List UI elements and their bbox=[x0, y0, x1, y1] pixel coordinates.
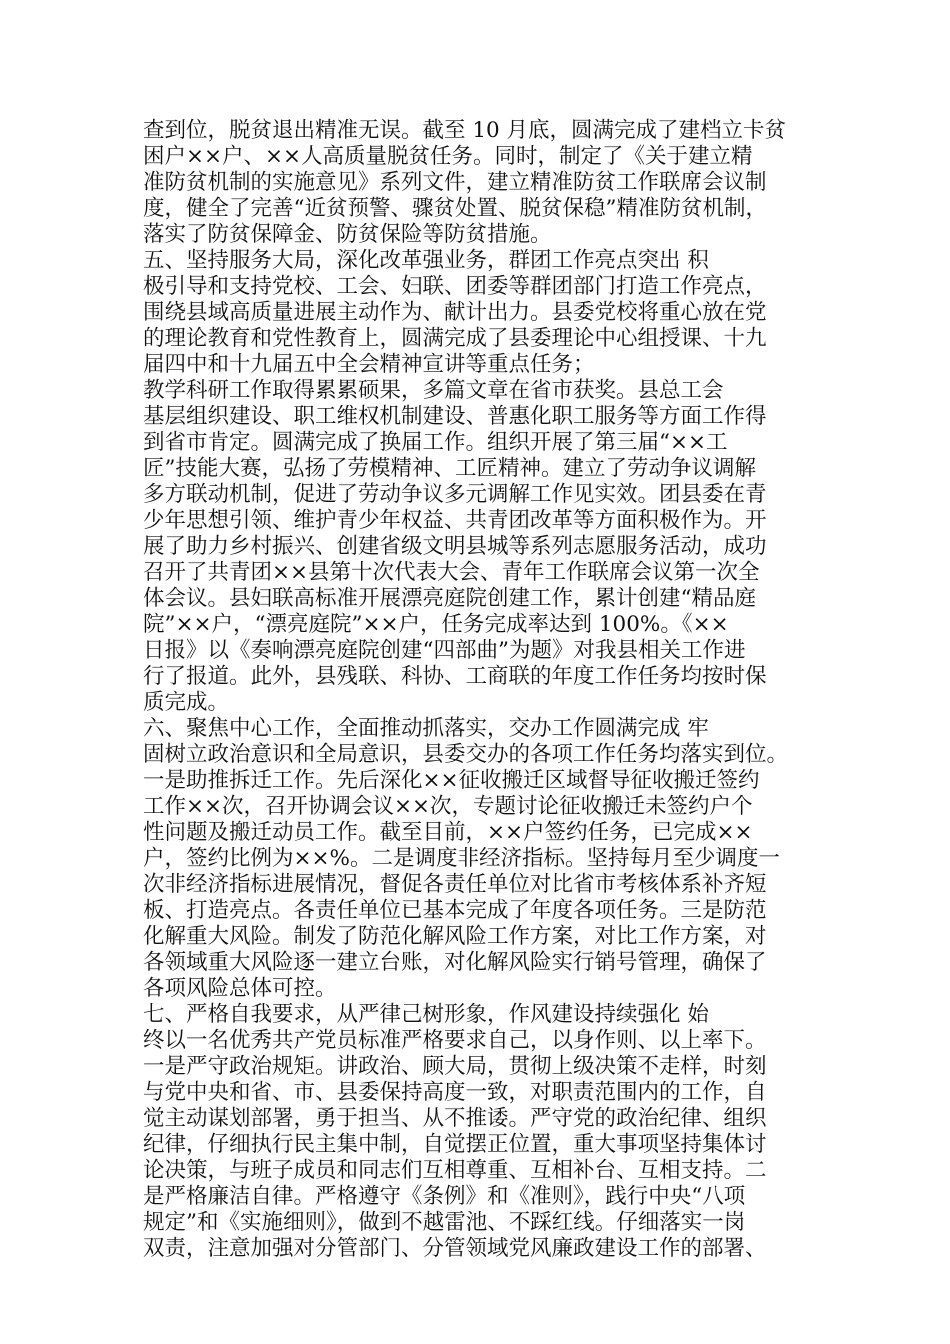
text-line: 固树立政治意识和全局意识，县委交办的各项工作任务均落实到位。 bbox=[143, 742, 789, 767]
text-line: 化解重大风险。制发了防范化解风险工作方案，对比工作方案，对 bbox=[143, 924, 767, 949]
text-line: 少年思想引领、维护青少年权益、共青团改革等方面积极作为。开 bbox=[143, 508, 767, 533]
text-line: 工作××次，召开协调会议××次，专题讨论征收搬迁未签约户个 bbox=[143, 794, 753, 819]
text-line: 届四中和十九届五中全会精神宣讲等重点任务； bbox=[143, 352, 595, 377]
text-line: 规定”和《实施细则》，做到不越雷池、不踩红线。仔细落实一岗 bbox=[143, 1210, 746, 1235]
text-line: 与党中央和省、市、县委保持高度一致，对职责范围内的工作，自 bbox=[143, 1080, 767, 1105]
body-text bbox=[143, 118, 833, 1262]
text-line: 查到位，脱贫退出精准无误。截至 10 月底，圆满完成了建档立卡贫 bbox=[143, 118, 787, 143]
text-line: 觉主动谋划部署，勇于担当、从不推诿。严守党的政治纪律、组织 bbox=[143, 1106, 767, 1131]
text-line: 日报》以《奏响漂亮庭院创建“四部曲”为题》对我县相关工作进 bbox=[143, 638, 746, 663]
text-line: 板、打造亮点。各责任单位已基本完成了年度各项任务。三是防范 bbox=[143, 898, 767, 923]
text-line: 是严格廉洁自律。严格遵守《条例》和《准则》，践行中央“八项 bbox=[143, 1184, 746, 1209]
text-line: 基层组织建设、职工维权机制建设、普惠化职工服务等方面工作得 bbox=[143, 404, 767, 429]
text-line: 质完成。 bbox=[143, 690, 230, 715]
section-heading-line: 六、聚焦中心工作，全面推动抓落实，交办工作圆满完成 牢 bbox=[143, 716, 709, 741]
text-line: 极引导和支持党校、工会、妇联、团委等群团部门打造工作亮点， bbox=[143, 274, 767, 299]
text-line: 各领域重大风险逐一建立台账，对化解风险实行销号管理，确保了 bbox=[143, 950, 767, 975]
text-line: 纪律，仔细执行民主集中制，自觉摆正位置，重大事项坚持集体讨 bbox=[143, 1132, 767, 1157]
text-line: 展了助力乡村振兴、创建省级文明县城等系列志愿服务活动，成功 bbox=[143, 534, 767, 559]
text-line: 户，签约比例为××%。二是调度非经济指标。坚持每月至少调度一 bbox=[143, 846, 780, 871]
text-line: 院”××户，“漂亮庭院”××户，任务完成率达到 100%。《×× bbox=[143, 612, 729, 637]
text-line: 一是助推拆迁工作。先后深化××征收搬迁区域督导征收搬迁签约 bbox=[143, 768, 760, 793]
text-line: 体会议。县妇联高标准开展漂亮庭院创建工作，累计创建“精品庭 bbox=[143, 586, 756, 611]
text-line: 落实了防贫保障金、防贫保险等防贫措施。 bbox=[143, 222, 552, 247]
text-line: 召开了共青团××县第十次代表大会、青年工作联席会议第一次全 bbox=[143, 560, 760, 585]
text-line: 的理论教育和党性教育上，圆满完成了县委理论中心组授课、十九 bbox=[143, 326, 767, 351]
text-line: 终以一名优秀共产党员标准严格要求自己，以身作则、以上率下。 bbox=[143, 1028, 767, 1053]
text-line: 到省市肯定。圆满完成了换届工作。组织开展了第三届“××工 bbox=[143, 430, 728, 455]
text-line: 度，健全了完善“近贫预警、骤贫处置、脱贫保稳”精准防贫机制， bbox=[143, 196, 767, 221]
text-line: 性问题及搬迁动员工作。截至目前，××户签约任务，已完成×× bbox=[143, 820, 753, 845]
text-line: 行了报道。此外，县残联、科协、工商联的年度工作任务均按时保 bbox=[143, 664, 767, 689]
section-heading-line: 七、严格自我要求，从严律己树形象，作风建设持续强化 始 bbox=[143, 1002, 709, 1027]
text-line: 各项风险总体可控。 bbox=[143, 976, 337, 1001]
text-line: 论决策，与班子成员和同志们互相尊重、互相补台、互相支持。二 bbox=[143, 1158, 767, 1183]
text-line: 准防贫机制的实施意见》系列文件，建立精准防贫工作联席会议制 bbox=[143, 170, 767, 195]
text-line: 围绕县域高质量进展主动作为、献计出力。县委党校将重心放在党 bbox=[143, 300, 767, 325]
text-line: 一是严守政治规矩。讲政治、顾大局，贯彻上级决策不走样，时刻 bbox=[143, 1054, 767, 1079]
text-line: 多方联动机制，促进了劳动争议多元调解工作见实效。团县委在青 bbox=[143, 482, 767, 507]
section-heading-line: 五、坚持服务大局，深化改革强业务，群团工作亮点突出 积 bbox=[143, 248, 709, 273]
text-line: 次非经济指标进展情况，督促各责任单位对比省市考核体系补齐短 bbox=[143, 872, 767, 897]
text-line: 匠”技能大赛，弘扬了劳模精神、工匠精神。建立了劳动争议调解 bbox=[143, 456, 756, 481]
text-line: 困户××户、××人高质量脱贫任务。同时，制定了《关于建立精 bbox=[143, 144, 753, 169]
paragraph-start-line: 教学科研工作取得累累硕果，多篇文章在省市获奖。县总工会 bbox=[143, 378, 724, 403]
text-line: 双责，注意加强对分管部门、分管领域党风廉政建设工作的部署、 bbox=[143, 1236, 767, 1261]
